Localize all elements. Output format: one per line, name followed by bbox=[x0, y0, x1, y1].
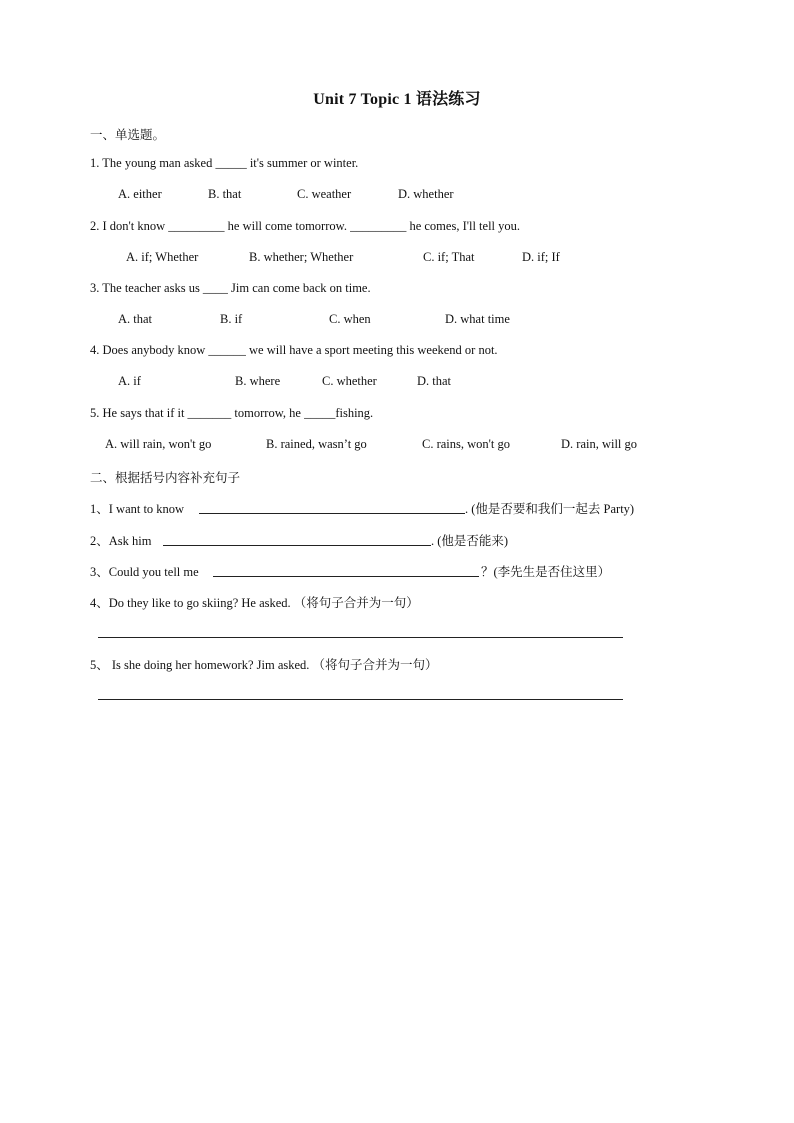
item-2-hint: . (他是否能来) bbox=[431, 534, 509, 548]
question-2-option-b[interactable]: B. whether; Whether bbox=[249, 250, 354, 264]
item-3-hint: ？(李先生是否住这里） bbox=[481, 565, 611, 579]
section-heading-complete-sentences: 二、根据括号内容补充句子 bbox=[90, 471, 241, 485]
item-4-prompt: 4、Do they like to go skiing? He asked. （将句子合并为一句） bbox=[90, 596, 419, 610]
item-3-answer-blank[interactable] bbox=[213, 576, 479, 577]
item-2-prefix: 2、Ask him bbox=[90, 534, 152, 548]
item-2-answer-blank[interactable] bbox=[163, 545, 431, 546]
question-4-option-d[interactable]: D. that bbox=[417, 374, 452, 388]
item-5-answer-line[interactable] bbox=[98, 699, 623, 700]
item-4-answer-line[interactable] bbox=[98, 637, 623, 638]
question-4-stem: 4. Does anybody know ______ we will have a sport meeting this weekend or not. bbox=[90, 343, 498, 357]
question-3-option-d[interactable]: D. what time bbox=[445, 312, 510, 326]
item-1-prefix: 1、I want to know bbox=[90, 502, 185, 516]
question-3-stem: 3. The teacher asks us ____ Jim can come back on time. bbox=[90, 281, 371, 295]
question-2-option-c[interactable]: C. if; That bbox=[423, 250, 475, 264]
item-3-prefix: 3、Could you tell me bbox=[90, 565, 199, 579]
question-1-option-b[interactable]: B. that bbox=[208, 187, 242, 201]
section-heading-single-choice: 一、单选题。 bbox=[90, 128, 166, 142]
question-3-option-a[interactable]: A. that bbox=[118, 312, 153, 326]
item-5-prompt: 5、 Is she doing her homework? Jim asked. （将句子合并为一句） bbox=[90, 658, 438, 672]
question-5-option-d[interactable]: D. rain, will go bbox=[561, 437, 638, 451]
question-5-stem: 5. He says that if it _______ tomorrow, he _____fishing. bbox=[90, 406, 374, 420]
item-1-answer-blank[interactable] bbox=[199, 513, 465, 514]
question-3-option-b[interactable]: B. if bbox=[220, 312, 243, 326]
question-4-option-a[interactable]: A. if bbox=[118, 374, 141, 388]
question-1-option-d[interactable]: D. whether bbox=[398, 187, 454, 201]
question-2-option-a[interactable]: A. if; Whether bbox=[126, 250, 199, 264]
question-5-option-b[interactable]: B. rained, wasn’t go bbox=[266, 437, 367, 451]
question-4-option-b[interactable]: B. where bbox=[235, 374, 281, 388]
question-5-option-c[interactable]: C. rains, won't go bbox=[422, 437, 511, 451]
question-3-option-c[interactable]: C. when bbox=[329, 312, 371, 326]
question-1-option-c[interactable]: C. weather bbox=[297, 187, 352, 201]
page-title: Unit 7 Topic 1 语法练习 bbox=[313, 91, 481, 108]
question-2-option-d[interactable]: D. if; If bbox=[522, 250, 560, 264]
question-5-option-a[interactable]: A. will rain, won't go bbox=[105, 437, 212, 451]
question-4-option-c[interactable]: C. whether bbox=[322, 374, 377, 388]
question-1-option-a[interactable]: A. either bbox=[118, 187, 162, 201]
question-2-stem: 2. I don't know _________ he will come tomorrow. _________ he comes, I'll tell you. bbox=[90, 219, 521, 233]
item-1-hint: . (他是否要和我们一起去 Party) bbox=[465, 502, 635, 516]
question-1-stem: 1. The young man asked _____ it's summer or winter. bbox=[90, 156, 359, 170]
